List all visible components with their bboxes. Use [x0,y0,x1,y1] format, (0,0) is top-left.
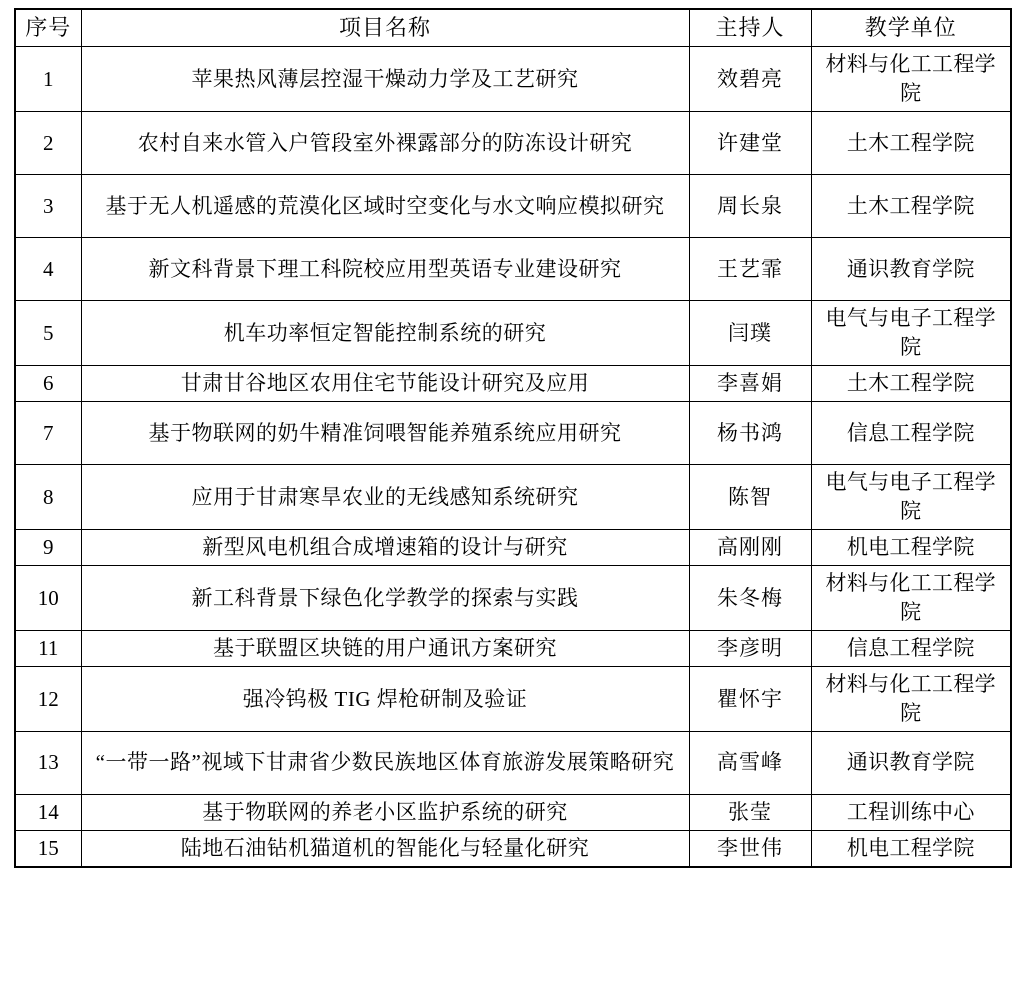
table-row [15,47,1011,112]
cell-seq: 2 [15,112,81,175]
cell-name: 新文科背景下理工科院校应用型英语专业建设研究 [81,238,689,301]
column-header-leader: 主持人 [689,9,811,47]
cell-leader: 效碧亮 [689,47,811,112]
cell-seq: 13 [15,731,81,794]
column-header-name: 项目名称 [81,9,689,47]
cell-unit: 机电工程学院 [811,530,1011,566]
cell-leader: 王艺霏 [689,238,811,301]
table-header [15,9,1011,47]
cell-seq: 1 [15,47,81,112]
cell-leader: 高雪峰 [689,731,811,794]
column-header-unit: 教学单位 [811,9,1011,47]
cell-leader: 周长泉 [689,175,811,238]
column-header-seq: 序号 [15,9,81,47]
cell-name: 机车功率恒定智能控制系统的研究 [81,301,689,366]
table-row [15,112,1011,175]
cell-name: 基于联盟区块链的用户通讯方案研究 [81,631,689,667]
cell-leader: 朱冬梅 [689,566,811,631]
cell-unit: 土木工程学院 [811,112,1011,175]
cell-leader: 闫璞 [689,301,811,366]
cell-unit: 通识教育学院 [811,238,1011,301]
table-row [15,794,1011,830]
project-table [14,8,1012,868]
table-row [15,301,1011,366]
cell-unit: 工程训练中心 [811,794,1011,830]
table-row [15,175,1011,238]
table-row [15,530,1011,566]
cell-leader: 瞿怀宇 [689,667,811,732]
cell-name: 农村自来水管入户管段室外裸露部分的防冻设计研究 [81,112,689,175]
cell-name: 新工科背景下绿色化学教学的探索与实践 [81,566,689,631]
table-row [15,402,1011,465]
cell-leader: 张莹 [689,794,811,830]
cell-leader: 李世伟 [689,830,811,866]
table-header-row [15,9,1011,47]
cell-unit: 材料与化工工程学院 [811,667,1011,732]
table-row [15,830,1011,866]
table-row [15,631,1011,667]
cell-name: 基于物联网的养老小区监护系统的研究 [81,794,689,830]
table-row [15,465,1011,530]
cell-seq: 8 [15,465,81,530]
table-row [15,238,1011,301]
table-body [15,47,1011,867]
cell-leader: 杨书鸿 [689,402,811,465]
table-row [15,667,1011,732]
cell-name: 基于无人机遥感的荒漠化区域时空变化与水文响应模拟研究 [81,175,689,238]
cell-name: 基于物联网的奶牛精准饲喂智能养殖系统应用研究 [81,402,689,465]
cell-leader: 高刚刚 [689,530,811,566]
cell-name: 新型风电机组合成增速箱的设计与研究 [81,530,689,566]
cell-unit: 机电工程学院 [811,830,1011,866]
cell-seq: 6 [15,366,81,402]
cell-unit: 电气与电子工程学院 [811,465,1011,530]
cell-unit: 信息工程学院 [811,402,1011,465]
cell-seq: 3 [15,175,81,238]
cell-seq: 14 [15,794,81,830]
cell-unit: 土木工程学院 [811,175,1011,238]
cell-seq: 9 [15,530,81,566]
cell-name: 应用于甘肃寒旱农业的无线感知系统研究 [81,465,689,530]
table-row [15,366,1011,402]
cell-seq: 4 [15,238,81,301]
cell-leader: 许建堂 [689,112,811,175]
cell-unit: 信息工程学院 [811,631,1011,667]
cell-name: 苹果热风薄层控湿干燥动力学及工艺研究 [81,47,689,112]
table-row [15,566,1011,631]
cell-unit: 通识教育学院 [811,731,1011,794]
cell-unit: 电气与电子工程学院 [811,301,1011,366]
cell-seq: 7 [15,402,81,465]
cell-unit: 土木工程学院 [811,366,1011,402]
cell-seq: 12 [15,667,81,732]
cell-unit: 材料与化工工程学院 [811,47,1011,112]
cell-name: 陆地石油钻机猫道机的智能化与轻量化研究 [81,830,689,866]
cell-seq: 11 [15,631,81,667]
cell-leader: 李喜娟 [689,366,811,402]
cell-name: 甘肃甘谷地区农用住宅节能设计研究及应用 [81,366,689,402]
table-row [15,731,1011,794]
cell-seq: 15 [15,830,81,866]
cell-leader: 陈智 [689,465,811,530]
cell-name: “一带一路”视域下甘肃省少数民族地区体育旅游发展策略研究 [81,731,689,794]
cell-seq: 10 [15,566,81,631]
cell-unit: 材料与化工工程学院 [811,566,1011,631]
cell-seq: 5 [15,301,81,366]
cell-name: 强冷钨极 TIG 焊枪研制及验证 [81,667,689,732]
cell-leader: 李彦明 [689,631,811,667]
